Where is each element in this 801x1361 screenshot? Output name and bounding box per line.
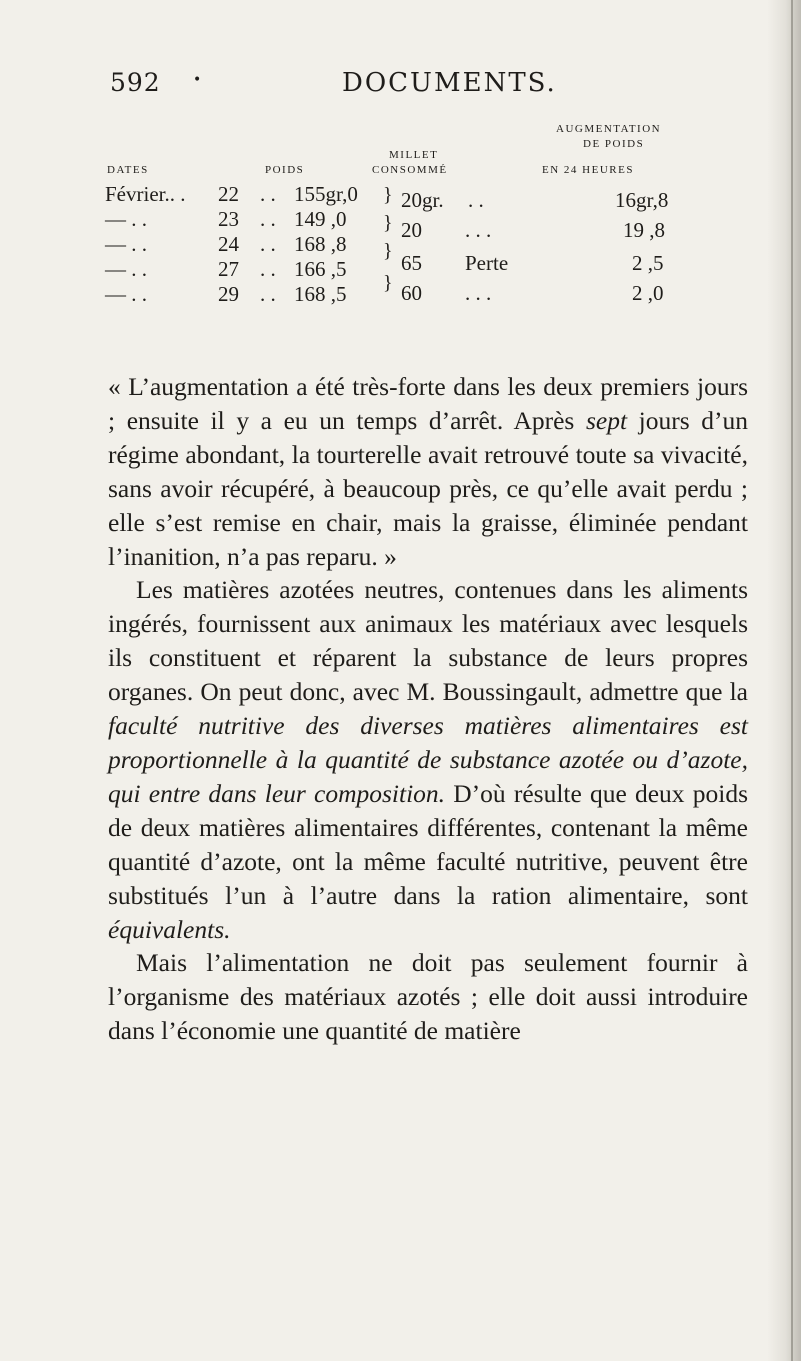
column-header-poids: POIDS <box>265 164 305 176</box>
cell-millet: 20 <box>401 218 422 242</box>
brace-mark: } <box>383 240 393 262</box>
body-text <box>108 370 748 1048</box>
cell-day: 24 <box>218 232 239 256</box>
cell-day: 23 <box>218 207 239 231</box>
emphasis-text: faculté nutritive des diverses matières alimentaires est proportionnelle à la quantité de substance azotée ou d’azote, qui entre dans leur composition. <box>108 711 748 808</box>
cell-month: Février.. . <box>105 182 186 206</box>
paragraph-text: D’où résulte que deux poids de deux matières alimentaires différentes, contenant la même quantité d’azote, ont la même faculté nutritive, peuvent être substitués l’un à l’autre dans la ration alimentaire, sont <box>108 778 748 910</box>
cell-day: 29 <box>218 282 239 306</box>
running-title: DOCUMENTS. <box>342 68 557 98</box>
cell-dots: . . . <box>465 218 492 242</box>
paragraph-text: jours d’un régime abondant, la tourterelle avait retrouvé toute sa vivacité, sans avoir récupéré, à beaucoup près, ce qu’elle avait perdu ; elle s’est remise en chair, mais la graisse, éliminée pendant l’inanition, n’a pas reparu. » <box>108 405 748 571</box>
column-header-aug-line2: DE POIDS <box>583 138 645 150</box>
cell-augmentation: 16gr,8 <box>615 188 669 212</box>
cell-millet: 60 <box>401 281 422 305</box>
brace-mark: } <box>383 212 393 234</box>
emphasis-text: sept <box>585 405 628 435</box>
emphasis-text: équivalents. <box>108 914 231 944</box>
cell-poids: 168 ,8 <box>294 232 347 256</box>
cell-augmentation: 2 ,5 <box>632 251 664 275</box>
page-number: 592 <box>110 68 161 97</box>
cell-poids: 149 ,0 <box>294 207 347 231</box>
cell-dots: . . <box>468 188 484 212</box>
cell-poids: 166 ,5 <box>294 257 347 281</box>
cell-sep: . . <box>260 182 276 206</box>
cell-millet: 20gr. <box>401 188 444 212</box>
cell-month: — . . <box>105 232 147 256</box>
cell-sep: . . <box>260 257 276 281</box>
cell-month: — . . <box>105 282 147 306</box>
cell-sep: . . <box>260 232 276 256</box>
header-separator: • <box>193 72 202 88</box>
page-edge-line <box>791 0 793 1361</box>
running-head <box>0 62 801 102</box>
cell-dots: . . . <box>465 281 492 305</box>
cell-month: — . . <box>105 207 147 231</box>
paragraph-text: Les matières azotées neutres, contenues dans les aliments ingérés, fournissent aux animaux les matériaux avec lesquels ils constituent et réparent la substance de leurs propres organes. On peut donc, avec M. Boussingault, admettre que la <box>108 575 748 707</box>
brace-mark: } <box>383 184 393 206</box>
paragraph <box>108 946 748 1048</box>
cell-poids: 168 ,5 <box>294 282 347 306</box>
column-header-millet-line2: CONSOMMÉ <box>372 164 448 176</box>
column-header-dates: DATES <box>107 164 149 176</box>
brace-mark: } <box>383 272 393 294</box>
paragraph-text: Mais l’alimentation ne doit pas seulement fournir à l’organisme des matériaux azotés ; elle doit aussi introduire dans l’économie une quantité de matière <box>108 948 748 1046</box>
cell-augmentation: 19 ,8 <box>623 218 665 242</box>
cell-sep: . . <box>260 282 276 306</box>
paragraph-text: « L’augmentation a été très-forte dans les deux premiers jours ; ensuite il y a eu un temps d’arrêt. Après <box>108 372 748 435</box>
column-header-millet-line1: MILLET <box>389 149 439 161</box>
cell-poids: 155gr,0 <box>294 182 358 206</box>
cell-augmentation: 2 ,0 <box>632 281 664 305</box>
cell-day: 22 <box>218 182 239 206</box>
cell-day: 27 <box>218 257 239 281</box>
cell-millet: 65 <box>401 251 422 275</box>
column-header-aug-line1: AUGMENTATION <box>556 123 662 135</box>
cell-perte: Perte <box>465 251 509 275</box>
paragraph <box>108 370 748 573</box>
cell-month: — . . <box>105 257 147 281</box>
cell-sep: . . <box>260 207 276 231</box>
column-header-aug-line3: EN 24 HEURES <box>542 164 634 176</box>
paragraph <box>108 573 748 946</box>
data-table <box>105 122 785 322</box>
